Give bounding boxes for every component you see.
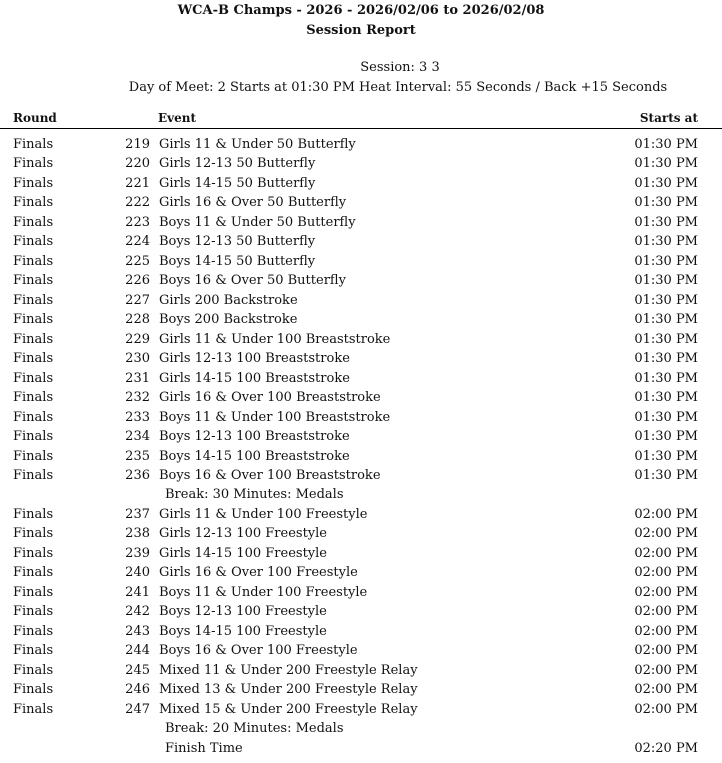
start-time: 02:00 PM <box>634 643 698 659</box>
start-time: 02:20 PM <box>634 740 698 756</box>
start-time: 01:30 PM <box>634 234 698 250</box>
event-row <box>0 156 722 175</box>
break-label: Break: 20 Minutes: Medals <box>165 721 344 737</box>
event-name: Girls 16 & Over 100 Freestyle <box>159 565 358 581</box>
start-time: 01:30 PM <box>634 137 698 152</box>
round-cell: Finals <box>13 214 54 230</box>
event-number: 242 <box>125 604 150 620</box>
event-number: 222 <box>125 195 150 211</box>
event-number: 229 <box>125 331 150 347</box>
event-name: Boys 11 & Under 100 Breaststroke <box>159 409 391 425</box>
event-row <box>0 195 722 214</box>
round-cell: Finals <box>13 506 54 522</box>
round-cell: Finals <box>13 467 54 483</box>
column-header-event: Event <box>158 111 197 125</box>
round-cell: Finals <box>13 623 54 639</box>
event-row <box>0 682 722 701</box>
event-name: Boys 12-13 100 Breaststroke <box>159 429 350 445</box>
round-cell: Finals <box>13 370 54 386</box>
start-time: 02:00 PM <box>634 565 698 581</box>
start-time: 02:00 PM <box>634 682 698 698</box>
event-row <box>0 468 722 487</box>
event-name: Girls 14-15 50 Butterfly <box>159 175 316 191</box>
start-time: 01:30 PM <box>634 195 698 211</box>
event-number: 237 <box>125 506 150 522</box>
start-time: 01:30 PM <box>634 351 698 367</box>
event-number: 230 <box>125 351 150 367</box>
event-name: Boys 11 & Under 50 Butterfly <box>159 214 356 230</box>
start-time: 01:30 PM <box>634 273 698 289</box>
start-time: 01:30 PM <box>634 156 698 172</box>
event-row <box>0 293 722 312</box>
event-name: Boys 14-15 100 Freestyle <box>159 623 327 639</box>
event-number: 245 <box>125 662 150 678</box>
event-row <box>0 429 722 448</box>
start-time: 01:30 PM <box>634 253 698 269</box>
start-time: 02:00 PM <box>634 526 698 542</box>
event-number: 231 <box>125 370 150 386</box>
event-name: Boys 11 & Under 100 Freestyle <box>159 584 368 600</box>
start-time: 02:00 PM <box>634 623 698 639</box>
event-number: 240 <box>125 565 150 581</box>
start-time: 02:00 PM <box>634 604 698 620</box>
event-name: Girls 200 Backstroke <box>159 292 298 308</box>
round-cell: Finals <box>13 175 54 191</box>
round-cell: Finals <box>13 448 54 464</box>
event-name: Girls 14-15 100 Breaststroke <box>159 370 350 386</box>
round-cell: Finals <box>13 234 54 250</box>
start-time: 02:00 PM <box>634 506 698 522</box>
start-time: 01:30 PM <box>634 429 698 445</box>
event-name: Boys 200 Backstroke <box>159 312 298 328</box>
event-number: 228 <box>125 312 150 328</box>
break-row <box>0 487 722 506</box>
round-cell: Finals <box>13 331 54 347</box>
start-time: 01:30 PM <box>634 312 698 328</box>
event-row <box>0 137 722 156</box>
break-label: Finish Time <box>165 740 243 756</box>
event-number: 233 <box>125 409 150 425</box>
round-cell: Finals <box>13 273 54 289</box>
start-time: 01:30 PM <box>634 390 698 406</box>
event-number: 236 <box>125 467 150 483</box>
event-row <box>0 604 722 623</box>
event-name: Boys 16 & Over 50 Butterfly <box>159 273 346 289</box>
event-name: Boys 12-13 100 Freestyle <box>159 604 327 620</box>
event-row <box>0 449 722 468</box>
event-row <box>0 507 722 526</box>
event-name: Girls 11 & Under 100 Freestyle <box>159 506 368 522</box>
column-header-starts-at: Starts at <box>639 111 698 125</box>
start-time: 02:00 PM <box>634 662 698 678</box>
start-time: 01:30 PM <box>634 467 698 483</box>
event-row <box>0 702 722 721</box>
event-name: Girls 12-13 100 Breaststroke <box>159 351 350 367</box>
event-row <box>0 643 722 662</box>
event-number: 225 <box>125 253 150 269</box>
event-name: Girls 16 & Over 100 Breaststroke <box>159 390 381 406</box>
event-row <box>0 332 722 351</box>
event-number: 239 <box>125 545 150 561</box>
start-time: 01:30 PM <box>634 214 698 230</box>
event-number: 224 <box>125 234 150 250</box>
event-row <box>0 273 722 292</box>
event-list <box>0 137 722 760</box>
round-cell: Finals <box>13 312 54 328</box>
column-header-round: Round <box>13 111 57 125</box>
round-cell: Finals <box>13 682 54 698</box>
event-number: 223 <box>125 214 150 230</box>
event-row <box>0 565 722 584</box>
session-line: Session: 3 3 <box>360 60 440 75</box>
start-time: 01:30 PM <box>634 370 698 386</box>
start-time: 02:00 PM <box>634 545 698 561</box>
event-name: Mixed 15 & Under 200 Freestyle Relay <box>159 701 418 717</box>
start-time: 01:30 PM <box>634 409 698 425</box>
round-cell: Finals <box>13 409 54 425</box>
event-number: 219 <box>125 137 150 152</box>
event-row <box>0 351 722 370</box>
event-row <box>0 410 722 429</box>
event-name: Boys 16 & Over 100 Breaststroke <box>159 467 381 483</box>
meet-detail-line: Day of Meet: 2 Starts at 01:30 PM Heat Interval: 55 Seconds / Back +15 Seconds <box>128 80 668 95</box>
event-number: 246 <box>125 682 150 698</box>
event-number: 244 <box>125 643 150 659</box>
round-cell: Finals <box>13 662 54 678</box>
event-number: 232 <box>125 390 150 406</box>
event-name: Boys 14-15 50 Butterfly <box>159 253 316 269</box>
round-cell: Finals <box>13 604 54 620</box>
round-cell: Finals <box>13 137 54 152</box>
event-name: Girls 11 & Under 50 Butterfly <box>159 137 356 152</box>
round-cell: Finals <box>13 565 54 581</box>
event-row <box>0 624 722 643</box>
event-number: 220 <box>125 156 150 172</box>
event-row <box>0 390 722 409</box>
event-row <box>0 371 722 390</box>
event-number: 235 <box>125 448 150 464</box>
round-cell: Finals <box>13 390 54 406</box>
event-name: Boys 14-15 100 Breaststroke <box>159 448 350 464</box>
start-time: 02:00 PM <box>634 701 698 717</box>
event-name: Girls 12-13 100 Freestyle <box>159 526 327 542</box>
event-number: 227 <box>125 292 150 308</box>
round-cell: Finals <box>13 545 54 561</box>
event-row <box>0 526 722 545</box>
event-row <box>0 254 722 273</box>
round-cell: Finals <box>13 156 54 172</box>
event-name: Girls 16 & Over 50 Butterfly <box>159 195 347 211</box>
start-time: 01:30 PM <box>634 331 698 347</box>
round-cell: Finals <box>13 701 54 717</box>
event-row <box>0 215 722 234</box>
round-cell: Finals <box>13 584 54 600</box>
round-cell: Finals <box>13 195 54 211</box>
event-name: Girls 12-13 50 Butterfly <box>159 156 316 172</box>
report-title: WCA-B Champs - 2026 - 2026/02/06 to 2026/02/08 <box>177 3 545 18</box>
event-name: Boys 12-13 50 Butterfly <box>159 234 316 250</box>
start-time: 01:30 PM <box>634 175 698 191</box>
event-name: Girls 14-15 100 Freestyle <box>159 545 327 561</box>
round-cell: Finals <box>13 253 54 269</box>
event-row <box>0 312 722 331</box>
report-subtitle: Session Report <box>306 23 416 38</box>
event-name: Mixed 11 & Under 200 Freestyle Relay <box>159 662 418 678</box>
round-cell: Finals <box>13 643 54 659</box>
event-name: Girls 11 & Under 100 Breaststroke <box>159 331 391 347</box>
start-time: 02:00 PM <box>634 584 698 600</box>
event-name: Boys 16 & Over 100 Freestyle <box>159 643 358 659</box>
event-number: 234 <box>125 429 150 445</box>
start-time: 01:30 PM <box>634 292 698 308</box>
round-cell: Finals <box>13 429 54 445</box>
event-row <box>0 585 722 604</box>
event-row <box>0 663 722 682</box>
start-time: 01:30 PM <box>634 448 698 464</box>
event-number: 241 <box>125 584 150 600</box>
event-row <box>0 234 722 253</box>
event-number: 238 <box>125 526 150 542</box>
break-row <box>0 721 722 740</box>
round-cell: Finals <box>13 526 54 542</box>
round-cell: Finals <box>13 351 54 367</box>
event-number: 226 <box>125 273 150 289</box>
event-row <box>0 546 722 565</box>
event-name: Mixed 13 & Under 200 Freestyle Relay <box>159 682 418 698</box>
event-number: 243 <box>125 623 150 639</box>
event-number: 221 <box>125 175 150 191</box>
event-row <box>0 176 722 195</box>
break-row <box>0 741 722 760</box>
break-label: Break: 30 Minutes: Medals <box>165 487 344 503</box>
round-cell: Finals <box>13 292 54 308</box>
event-number: 247 <box>125 701 150 717</box>
table-header <box>0 111 722 129</box>
